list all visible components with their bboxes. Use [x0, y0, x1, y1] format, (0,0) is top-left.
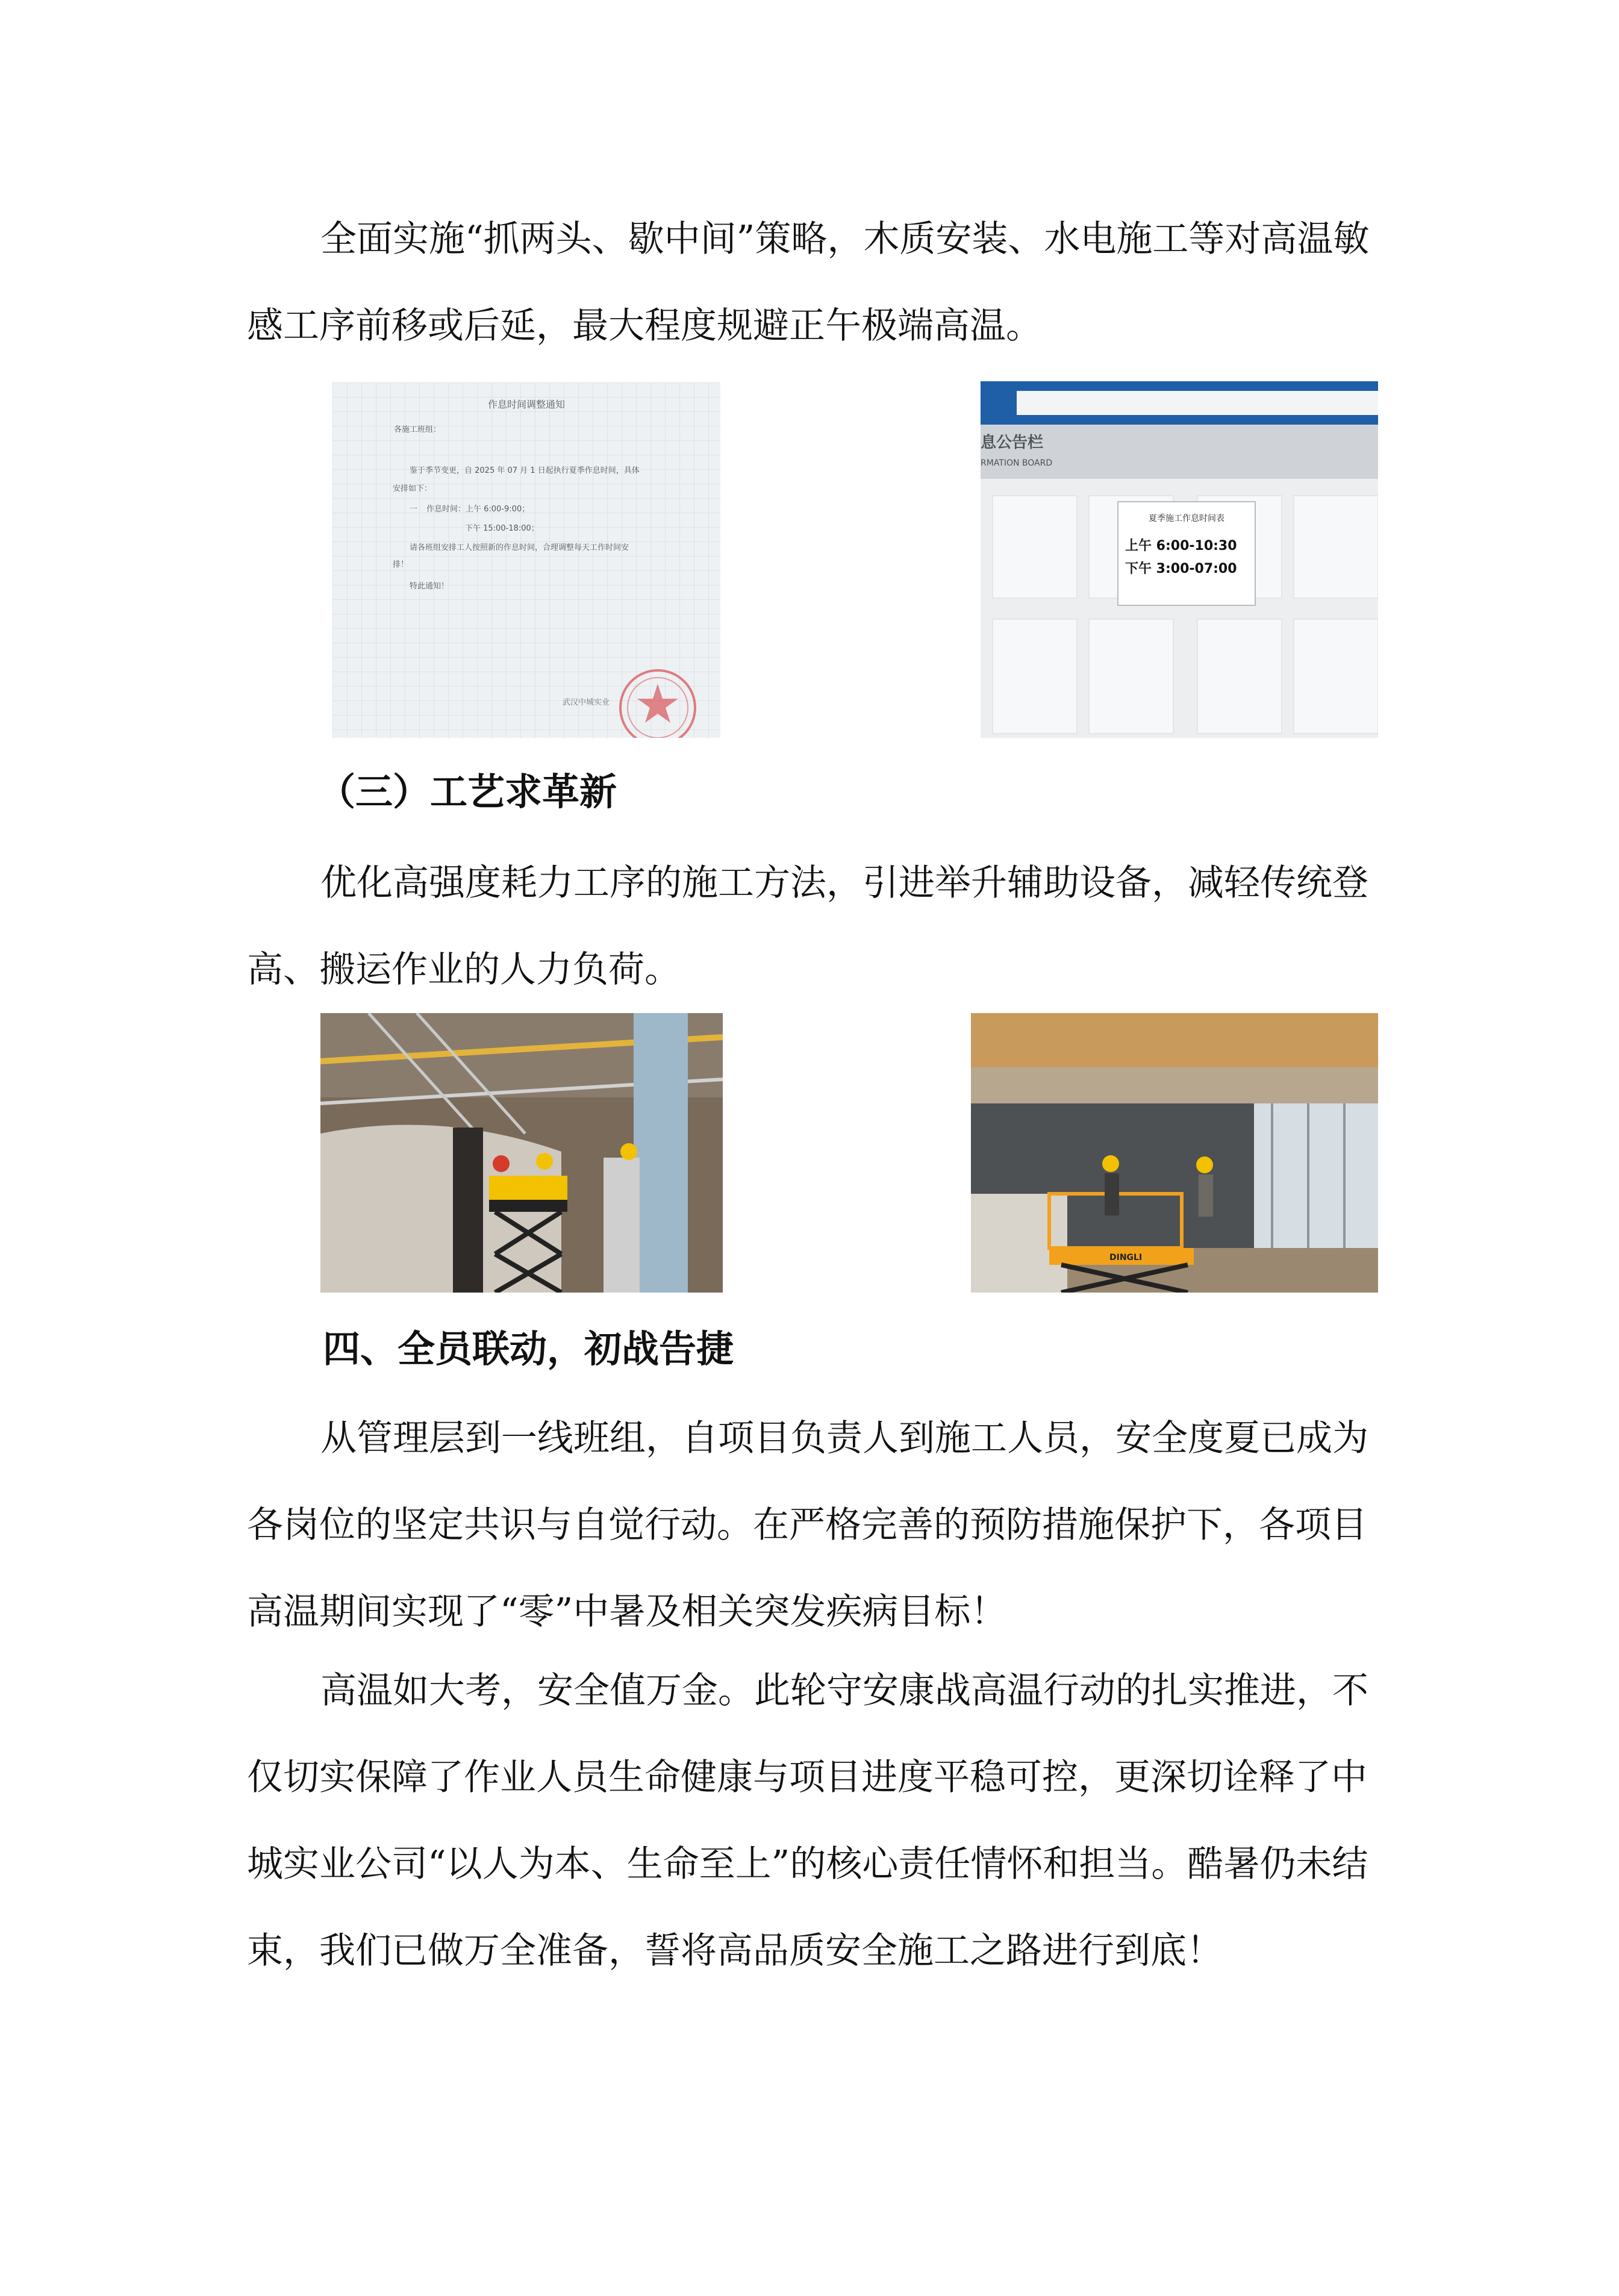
paragraph-conclusion: 高温如大考，安全值万金。此轮守安康战高温行动的扎实推进，不仅切实保障了作业人员生命健康与项目进度平稳可控，更深切诠释了中城实业公司“以人为本、生命至上”的核心责任情怀和担当。酷暑仍未结束，我们已做万全准备，誓将高品质安全施工之路进行到底！: [247, 1670, 1368, 1972]
schedule-am-line: 上午 6:00-10:30: [1125, 538, 1237, 554]
scissor-lift-photo-2: [971, 1013, 1378, 1293]
board-subtitle: RMATION BOARD: [981, 458, 1053, 468]
paragraph-schedule-strategy: 全面实施“抓两头、歇中间”策略，木质安装、水电施工等对高温敏感工序前移或后延，最大程度规避正午极端高温。: [247, 218, 1370, 347]
notice-body-line-4: 排！: [393, 560, 409, 569]
notice-body-line-2: 安排如下：: [393, 484, 432, 493]
board-title: 息公告栏: [981, 434, 1044, 452]
notice-item-number: 一: [410, 505, 418, 514]
scissor-lift-photo-1: [320, 1013, 723, 1293]
notice-signature: 武汉中城实业: [563, 698, 610, 707]
notice-document-photo: [332, 382, 720, 738]
notice-greeting: 各施工班组：: [394, 425, 441, 434]
notice-title: 作息时间调整通知: [487, 399, 566, 410]
notice-item-time-am: 作息时间：上午 6:00-9:00；: [426, 505, 530, 514]
paragraph-lifting-equipment: 优化高强度耗力工序的施工方法，引进举升辅助设备，减轻传统登高、搬运作业的人力负荷。: [247, 862, 1368, 991]
paragraph-all-staff-results: 从管理层到一线班组，自项目负责人到施工人员，安全度夏已成为各岗位的坚定共识与自觉行动。在严格完善的预防措施保护下，各项目高温期间实现了“零”中暑及相关突发疾病目标！: [247, 1417, 1368, 1633]
schedule-sheet-title: 夏季施工作息时间表: [1149, 514, 1224, 523]
section-heading-craft-innovation: （三）工艺求革新: [318, 770, 617, 814]
schedule-pm-line: 下午 3:00-07:00: [1125, 561, 1237, 576]
information-board-photo: [981, 381, 1378, 738]
lift-brand-label: DINGLI: [1109, 1253, 1143, 1262]
section-heading-all-staff: 四、全员联动，初战告捷: [323, 1327, 734, 1371]
notice-body-line-1: 鉴于季节变更，自 2025 年 07 月 1 日起执行夏季作息时间，具体: [410, 466, 640, 475]
notice-item-time-pm: 下午 15:00-18:00；: [465, 524, 539, 533]
notice-closing: 特此通知！: [410, 582, 449, 591]
notice-body-line-3: 请各班组安排工人按照新的作息时间，合理调整每天工作时间安: [410, 543, 629, 552]
